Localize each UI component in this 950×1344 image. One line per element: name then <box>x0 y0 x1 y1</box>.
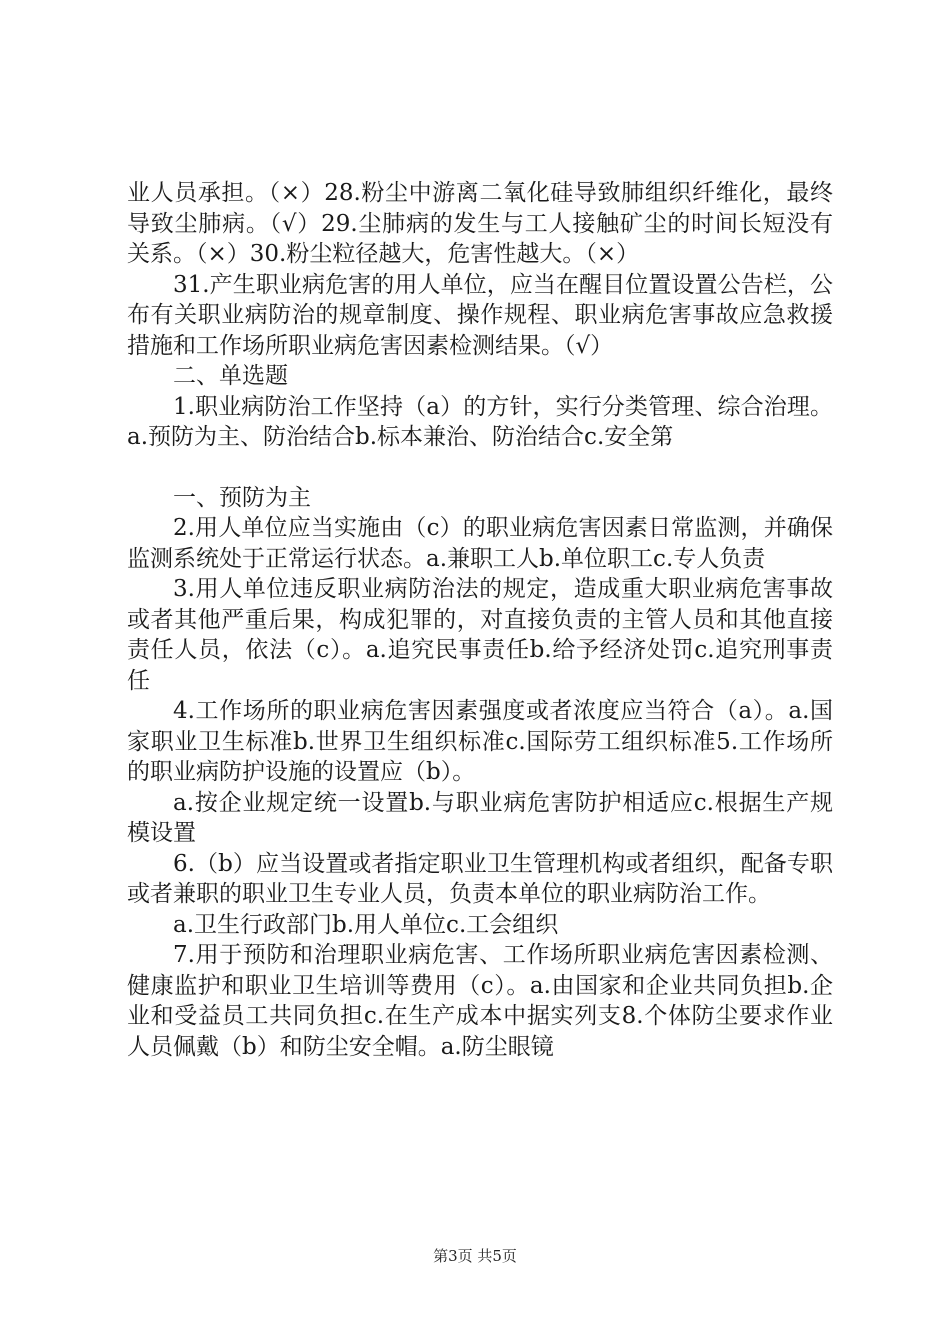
document-body <box>127 178 833 1062</box>
question-4: 4.工作场所的职业病危害因素强度或者浓度应当符合（a）。a.国家职业卫生标准b.世界卫生组织标准c.国际劳工组织标准5.工作场所的职业病防护设施的设置应（b）。 <box>127 698 833 785</box>
question-5-options: a.按企业规定统一设置b.与职业病危害防护相适应c.根据生产规模设置 <box>127 789 833 846</box>
question-1: 1.职业病防治工作坚持（a）的方针，实行分类管理、综合治理。a.预防为主、防治结合b.标本兼治、防治结合c.安全第 <box>127 393 833 450</box>
question-2: 2.用人单位应当实施由（c）的职业病危害因素日常监测，并确保监测系统处于正常运行状态。a.兼职工人b.单位职工c.专人负责 <box>127 515 833 572</box>
question-6-options: a.卫生行政部门b.用人单位c.工会组织 <box>173 911 559 938</box>
paragraph-gap <box>127 453 833 483</box>
question-1-continuation: 一、预防为主 <box>173 484 311 511</box>
paragraph-continuation: 业人员承担。（×）28.粉尘中游离二氧化硅导致肺组织纤维化，最终导致尘肺病。（√）29.尘肺病的发生与工人接触矿尘的时间长短没有关系。（×）30.粉尘粒径越大，危害性越大。（×） <box>127 180 833 267</box>
question-3: 3.用人单位违反职业病防治法的规定，造成重大职业病危害事故或者其他严重后果，构成犯罪的，对直接负责的主管人员和其他直接责任人员，依法（c）。a.追究民事责任b.给予经济处罚c.追究刑事责任 <box>127 576 833 694</box>
page-footer: 第3页 共5页 <box>433 1247 517 1265</box>
question-6: 6.（b）应当设置或者指定职业卫生管理机构或者组织，配备专职或者兼职的职业卫生专业人员，负责本单位的职业病防治工作。 <box>127 850 833 907</box>
section-heading-single-choice: 二、单选题 <box>173 363 288 389</box>
paragraph-31: 31.产生职业病危害的用人单位，应当在醒目位置设置公告栏，公布有关职业病防治的规章制度、操作规程、职业病危害事故应急救援措施和工作场所职业病危害因素检测结果。（√） <box>127 271 833 359</box>
question-7: 7.用于预防和治理职业病危害、工作场所职业病危害因素检测、健康监护和职业卫生培训等费用（c）。a.由国家和企业共同负担b.企业和受益员工共同负担c.在生产成本中据实列支8.个体防尘要求作业人员佩戴（b）和防尘安全帽。a.防尘眼镜 <box>127 942 833 1060</box>
